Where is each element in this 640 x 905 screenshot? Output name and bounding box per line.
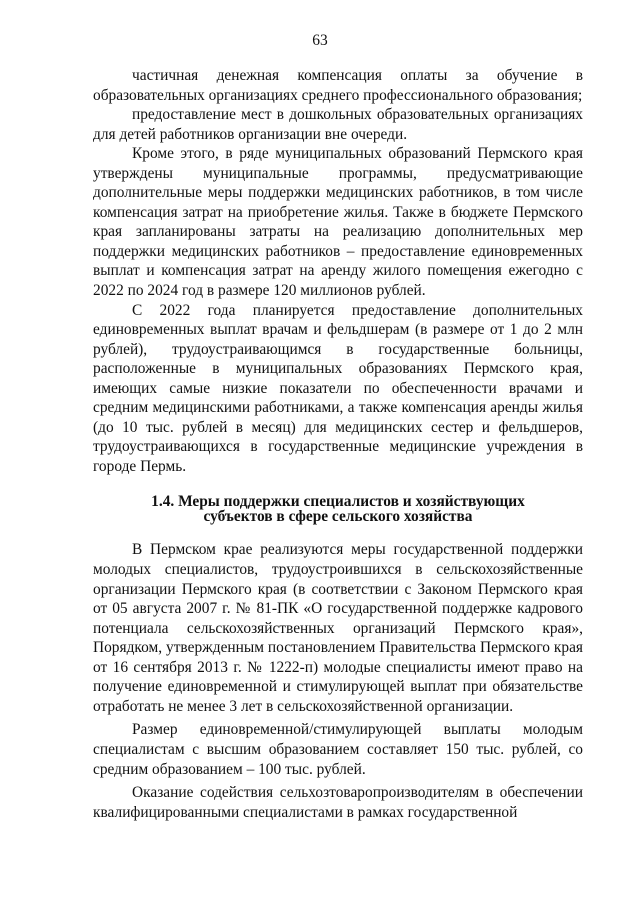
paragraph-one-time-payments: С 2022 года планируется предоставление дополнительных единовременных выплат врачам и фельдшерам (в размере от 1 до 2 млн рублей), трудоустраивающимся в государственные больницы, расположенные в муниципальных образованиях Пермского края, имеющих самые низкие показатели по обеспеченности врачами и средним медицинскими работниками, а также компенсация аренды жилья (до 10 тыс. рублей в месяц) для медицинских сестер и фельдшеров, трудоустраивающихся в государственные медицинские учреждения в городе Пермь. <box>93 301 583 475</box>
document-body <box>93 62 583 822</box>
paragraph-payment-size: Размер единовременной/стимулирующей выплаты молодым специалистам с высшим образованием составляет 150 тыс. рублей, со средним образованием – 100 тыс. рублей. <box>93 721 583 778</box>
paragraph-young-specialists: В Пермском крае реализуются меры государственной поддержки молодых специалистов, трудоустроившихся в сельскохозяйственные организации Пермского края (в соответствии с Законом Пермского края от 05 августа 2007 г. № 81-ПК «О государственной поддержке кадрового потенциала сельскохозяйственных организаций Пермского края», Порядком, утвержденным постановлением Правительства Пермского края от 16 сентября 2013 г. № 1222-п) молодые специалисты имеют право на получение единовременной и стимулирующей выплат при обязательстве отработать не менее 3 лет в сельскохозяйственной организации. <box>93 541 583 715</box>
paragraph-compensation-education: частичная денежная компенсация оплаты за обучение в образовательных организациях среднего профессионального образования; <box>93 67 583 104</box>
paragraph-municipal-programs: Кроме этого, в ряде муниципальных образований Пермского края утверждены муниципальные программы, предусматривающие дополнительные меры поддержки медицинских работников, в том числе компенсация затрат на приобретение жилья. Также в бюджете Пермского края запланированы затраты на реализацию дополнительных мер поддержки медицинских работников – предоставление единовременных выплат и компенсация затрат на аренду жилого помещения ежегодно с 2022 по 2024 год в размере 120 миллионов рублей. <box>93 145 583 300</box>
page-number: 63 <box>312 32 328 49</box>
section-heading-line-1: 1.4. Меры поддержки специалистов и хозяйствующих <box>151 493 525 511</box>
section-heading <box>93 494 583 524</box>
section-heading-line-2: субъектов в сфере сельского хозяйства <box>203 508 473 526</box>
paragraph-kindergarten-places: предоставление мест в дошкольных образовательных организациях для детей работников организации вне очереди. <box>93 106 583 143</box>
paragraph-assistance: Оказание содействия сельхозтоваропроизводителям в обеспечении квалифицированными специалистами в рамках государственной <box>93 784 583 821</box>
